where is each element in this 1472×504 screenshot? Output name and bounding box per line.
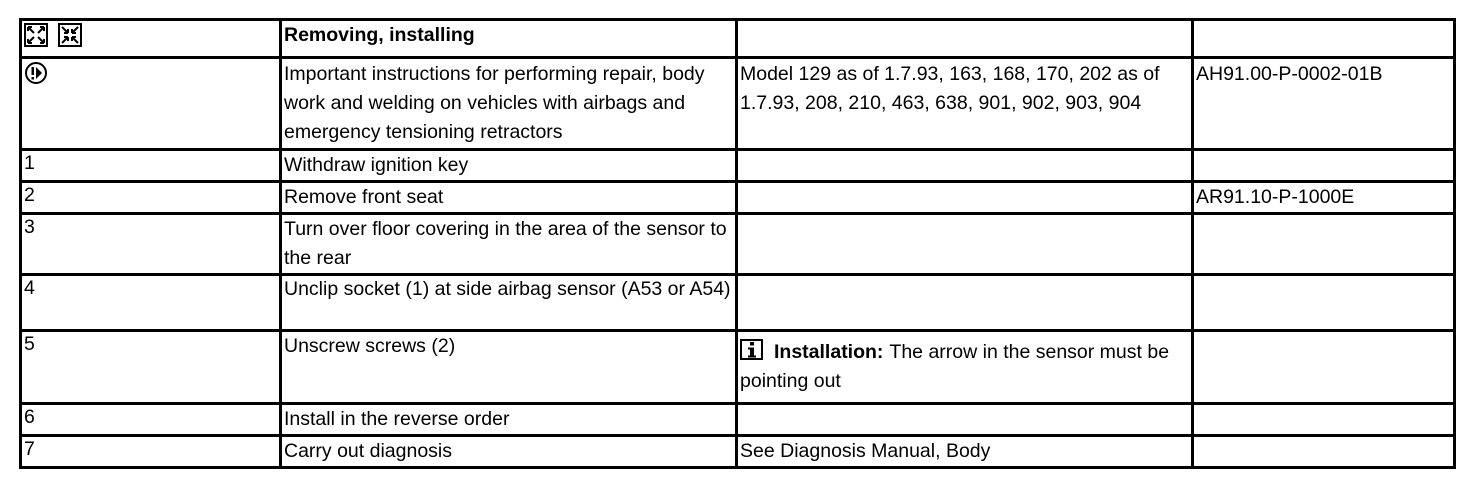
- step-row: [21, 275, 1455, 331]
- step-text: Install in the reverse order: [281, 404, 737, 436]
- step-row: [21, 214, 1455, 275]
- step-reference: [1193, 331, 1455, 404]
- header-row: [21, 20, 1455, 58]
- step-reference: [1193, 436, 1455, 468]
- step-row: [21, 150, 1455, 182]
- step-row: [21, 404, 1455, 436]
- step-number: 1: [21, 150, 281, 182]
- header-icons-cell: [21, 20, 281, 58]
- step-number: 2: [21, 182, 281, 214]
- step-note: [737, 404, 1193, 436]
- important-icon-cell: [21, 58, 281, 150]
- step-number: 3: [21, 214, 281, 275]
- important-text: Important instructions for performing repair, body work and welding on vehicles with airbags and emergency tensioning retractors: [281, 58, 737, 150]
- important-reference-link[interactable]: AH91.00-P-0002-01B: [1193, 58, 1455, 150]
- warning-circle-icon: [24, 61, 48, 85]
- step-row: [21, 436, 1455, 468]
- step-note: [737, 150, 1193, 182]
- step-number: 4: [21, 275, 281, 331]
- step-number: 6: [21, 404, 281, 436]
- step-row: [21, 182, 1455, 214]
- info-icon: [740, 339, 764, 361]
- step-reference-link[interactable]: AR91.10-P-1000E: [1193, 182, 1455, 214]
- step-note: [737, 182, 1193, 214]
- step-text: Unscrew screws (2): [281, 331, 737, 404]
- note-heading: Installation:: [774, 341, 884, 363]
- important-models: Model 129 as of 1.7.93, 163, 168, 170, 202 as of 1.7.93, 208, 210, 463, 638, 901, 902, 903, 904: [737, 58, 1193, 150]
- step-text: Withdraw ignition key: [281, 150, 737, 182]
- step-text: Turn over floor covering in the area of the sensor to the rear: [281, 214, 737, 275]
- installation-note: [737, 331, 1193, 404]
- step-reference: [1193, 150, 1455, 182]
- procedure-table: [19, 18, 1456, 469]
- step-number: 7: [21, 436, 281, 468]
- step-text: Remove front seat: [281, 182, 737, 214]
- step-text: Unclip socket (1) at side airbag sensor (A53 or A54): [281, 275, 737, 331]
- collapse-arrows-icon[interactable]: [58, 23, 82, 47]
- section-title: Removing, installing: [284, 24, 475, 46]
- step-note: [737, 214, 1193, 275]
- diagnosis-manual-link[interactable]: See Diagnosis Manual, Body: [737, 436, 1193, 468]
- important-row: [21, 58, 1455, 150]
- header-empty-cell: [737, 20, 1193, 58]
- expand-arrows-icon[interactable]: [24, 23, 48, 47]
- header-title-cell: [281, 20, 737, 58]
- step-reference: [1193, 404, 1455, 436]
- step-row: [21, 331, 1455, 404]
- step-reference: [1193, 214, 1455, 275]
- note-text: The arrow in the sensor must be pointing out: [740, 341, 1170, 392]
- step-text: Carry out diagnosis: [281, 436, 737, 468]
- step-reference: [1193, 275, 1455, 331]
- header-empty-cell: [1193, 20, 1455, 58]
- step-number: 5: [21, 331, 281, 404]
- step-note: [737, 275, 1193, 331]
